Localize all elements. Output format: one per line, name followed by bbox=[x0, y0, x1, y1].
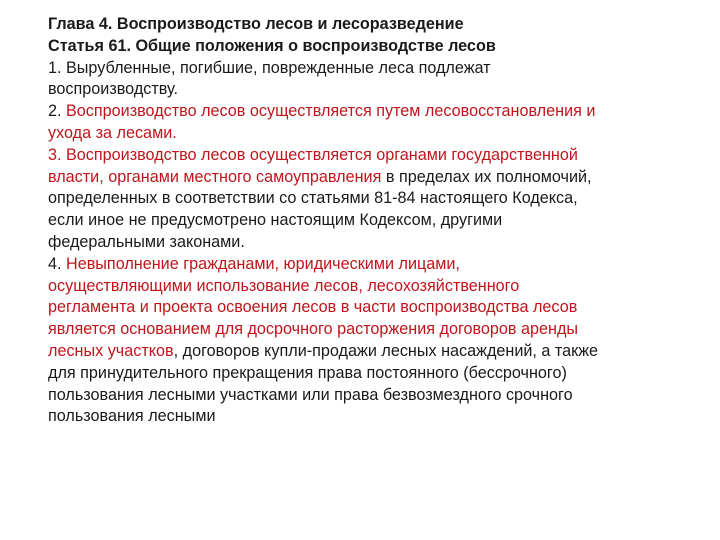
text-line bbox=[48, 123, 698, 145]
plain-text: для принудительного прекращения права постоянного (бессрочного) bbox=[48, 363, 567, 382]
highlighted-text: Невыполнение гражданами, юридическими лицами, bbox=[66, 254, 460, 273]
plain-text: , договоров купли-продажи лесных насаждений, а также bbox=[173, 341, 599, 360]
text-line bbox=[48, 297, 698, 319]
plain-text: в пределах их полномочий, bbox=[381, 167, 592, 186]
text-line bbox=[48, 254, 698, 276]
text-line bbox=[48, 406, 698, 428]
text-line bbox=[48, 341, 698, 363]
plain-text: федеральными законами. bbox=[48, 232, 245, 251]
highlighted-text: власти, органами местного самоуправления bbox=[48, 167, 382, 186]
plain-text: воспроизводству. bbox=[48, 80, 178, 99]
plain-text: если иное не предусмотрено настоящим Кодексом, другими bbox=[48, 211, 503, 230]
text-line bbox=[48, 79, 698, 101]
text-line bbox=[48, 188, 698, 210]
text-line bbox=[48, 232, 698, 254]
text-line bbox=[48, 276, 698, 298]
highlighted-text: ухода за лесами. bbox=[48, 123, 177, 142]
plain-text: 4. bbox=[48, 254, 66, 273]
highlighted-text: 3. Воспроизводство лесов осуществляется органами государственной bbox=[48, 145, 578, 164]
text-line bbox=[48, 319, 698, 341]
plain-text: определенных в соответствии со статьями 81-84 настоящего Кодекса, bbox=[48, 189, 578, 208]
plain-text: пользования лесными участками или права безвозмездного срочного bbox=[48, 385, 573, 404]
text-line bbox=[48, 145, 698, 167]
text-line bbox=[48, 385, 698, 407]
text-line bbox=[48, 167, 698, 189]
highlighted-text: Воспроизводство лесов осуществляется путем лесовосстановления и bbox=[66, 102, 596, 121]
text-line bbox=[48, 363, 698, 385]
plain-text: пользования лесными bbox=[48, 407, 216, 426]
article-text-block bbox=[48, 14, 698, 428]
highlighted-text: лесных участков bbox=[48, 341, 174, 360]
text-line bbox=[48, 58, 698, 80]
text-line bbox=[48, 101, 698, 123]
highlighted-text: регламента и проекта освоения лесов в части воспроизводства лесов bbox=[48, 298, 578, 317]
plain-text: 2. bbox=[48, 102, 66, 121]
article-body bbox=[48, 58, 698, 429]
text-line bbox=[48, 210, 698, 232]
chapter-heading: Глава 4. Воспроизводство лесов и лесоразведение bbox=[48, 15, 464, 33]
highlighted-text: является основанием для досрочного расторжения договоров аренды bbox=[48, 320, 579, 339]
plain-text: 1. Вырубленные, погибшие, поврежденные леса подлежат bbox=[48, 58, 491, 77]
article-heading: Статья 61. Общие положения о воспроизводстве лесов bbox=[48, 36, 496, 55]
highlighted-text: осуществляющими использование лесов, лесохозяйственного bbox=[48, 276, 520, 295]
